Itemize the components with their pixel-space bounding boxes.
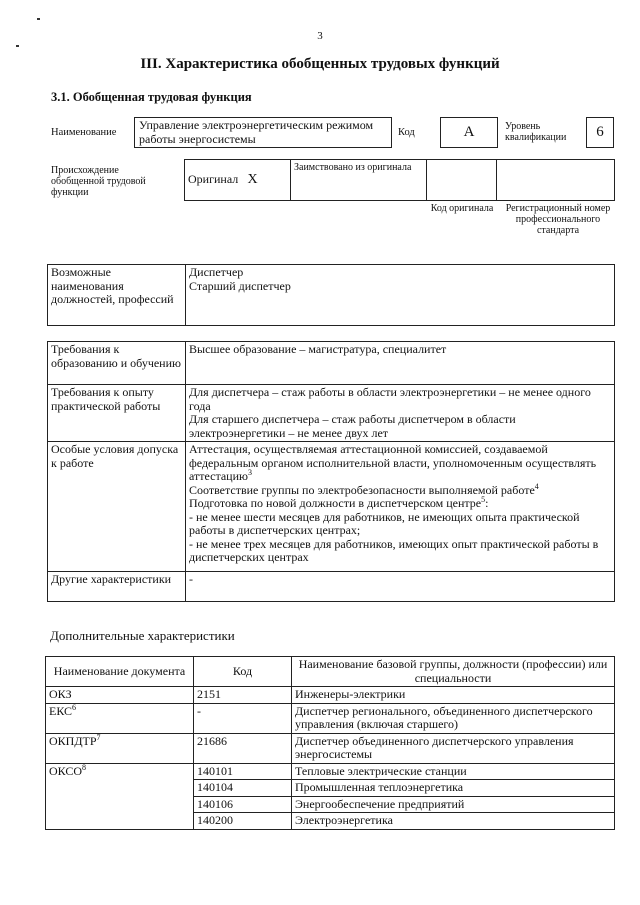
table-row xyxy=(48,572,615,602)
scan-mark xyxy=(37,18,40,20)
footnote-ref: 3 xyxy=(247,468,252,477)
code-cell: 2151 xyxy=(194,687,292,704)
name-cell: Диспетчер объединенного диспетчерского управления энергосистемы xyxy=(292,733,615,763)
additional-caption: Дополнительные характеристики xyxy=(50,628,235,643)
name-cell: Инженеры-электрики xyxy=(292,687,615,704)
code-value: A xyxy=(463,124,475,140)
code-cell: 140104 xyxy=(194,780,292,797)
req-label: Требования к опыту практической работы xyxy=(48,385,186,442)
function-name: Управление электроэнергетическим режимом работы энергосистемы xyxy=(139,118,374,146)
origin-label: Происхождение обобщенной трудовой функции xyxy=(51,165,146,198)
level-label: Уровень квалификации xyxy=(505,121,567,143)
req-value: - xyxy=(186,572,615,602)
table-row xyxy=(46,763,615,780)
code-cell: 140101 xyxy=(194,763,292,780)
table-header-row xyxy=(46,657,615,687)
name-cell: Диспетчер регионального, объединенного диспетчерского управления (включая старшего) xyxy=(292,703,615,733)
req-label: Особые условия допуска к работе xyxy=(48,442,186,572)
requirements-table xyxy=(47,341,615,602)
level-box xyxy=(586,117,614,148)
level-value: 6 xyxy=(596,124,604,140)
additional-table xyxy=(45,656,615,830)
req-line: Для старшего диспетчера – стаж работы диспетчером в области электроэнергетики – не менее двух лет xyxy=(189,412,516,440)
req-line: - не менее шести месяцев для работников, не имеющих опыта практической работы в диспетчерских центрах; xyxy=(189,509,580,537)
origin-table xyxy=(184,159,615,201)
doc-cell: ОКПДТР$^7$ xyxy=(46,733,194,763)
footnote-ref: 6 xyxy=(72,702,77,712)
name-cell: Энергообеспечение предприятий xyxy=(292,796,615,813)
doc-cell: ОКЗ xyxy=(46,687,194,704)
footnote-ref: 5 xyxy=(481,495,486,504)
borrowed-label: Заимствовано из оригинала xyxy=(291,160,427,201)
code-cell: 140106 xyxy=(194,796,292,813)
table-row xyxy=(48,442,615,572)
req-value: Высшее образование – магистратура, специалитет xyxy=(186,342,615,385)
req-line: Аттестация, осуществляемая аттестационной комиссией, создаваемой федеральным органом исполнительной власти, уполномоченным осуществлять аттестацию$^3$ xyxy=(189,442,597,483)
name-cell: Электроэнергетика xyxy=(292,813,615,830)
table-row xyxy=(48,342,615,385)
positions-label: Возможные наименования должностей, профессий xyxy=(48,265,186,326)
code-cell: 140200 xyxy=(194,813,292,830)
name-cell: Промышленная теплоэнергетика xyxy=(292,780,615,797)
name-cell: Тепловые электрические станции xyxy=(292,763,615,780)
function-name-box xyxy=(134,117,392,148)
footnote-ref: 7 xyxy=(96,732,101,742)
code-original-cell xyxy=(427,160,497,201)
code-label: Код xyxy=(398,127,415,138)
table-row xyxy=(46,703,615,733)
table-row xyxy=(46,687,615,704)
code-original-caption: Код оригинала xyxy=(430,203,494,214)
code-cell: 21686 xyxy=(194,733,292,763)
original-mark: X xyxy=(245,160,291,201)
position-item: Диспетчер xyxy=(189,265,244,279)
req-label: Требования к образованию и обучению xyxy=(48,342,186,385)
positions-table xyxy=(47,264,615,326)
code-cell: - xyxy=(194,703,292,733)
scan-mark xyxy=(16,45,19,47)
req-value xyxy=(186,442,615,572)
original-label: Оригинал xyxy=(185,160,245,201)
col-header: Наименование базовой группы, должности (профессии) или специальности xyxy=(292,657,615,687)
req-line: Подготовка по новой должности в диспетчерском центре$^5$: xyxy=(189,495,489,510)
req-label: Другие характеристики xyxy=(48,572,186,602)
position-item: Старший диспетчер xyxy=(189,278,291,293)
doc-cell: ОКСО$^8$ xyxy=(46,763,194,829)
table-row xyxy=(48,385,615,442)
doc-cell: ЕКС$^6$ xyxy=(46,703,194,733)
req-value xyxy=(186,385,615,442)
footnote-ref: 4 xyxy=(534,481,539,491)
reg-number-caption: Регистрационный номер профессионального стандарта xyxy=(505,203,611,236)
positions-values xyxy=(186,265,615,326)
col-header: Наименование документа xyxy=(46,657,194,687)
req-line: Для диспетчера – стаж работы в области электроэнергетики – не менее одного года xyxy=(189,385,591,413)
subsection-title: 3.1. Обобщенная трудовая функция xyxy=(51,90,252,104)
name-label: Наименование xyxy=(51,127,117,138)
code-box xyxy=(440,117,498,148)
req-line: - не менее трех месяцев для работников, имеющих опыт практической работы в диспетчерских центрах xyxy=(189,536,599,564)
req-line: Соответствие группы по электробезопасности выполняемой работе$^4$ xyxy=(189,481,539,497)
page-number: 3 xyxy=(317,30,323,42)
section-title: III. Характеристика обобщенных трудовых функций xyxy=(140,56,500,72)
footnote-ref: 8 xyxy=(82,762,87,772)
reg-number-cell xyxy=(497,160,615,201)
table-row xyxy=(46,733,615,763)
col-header: Код xyxy=(194,657,292,687)
